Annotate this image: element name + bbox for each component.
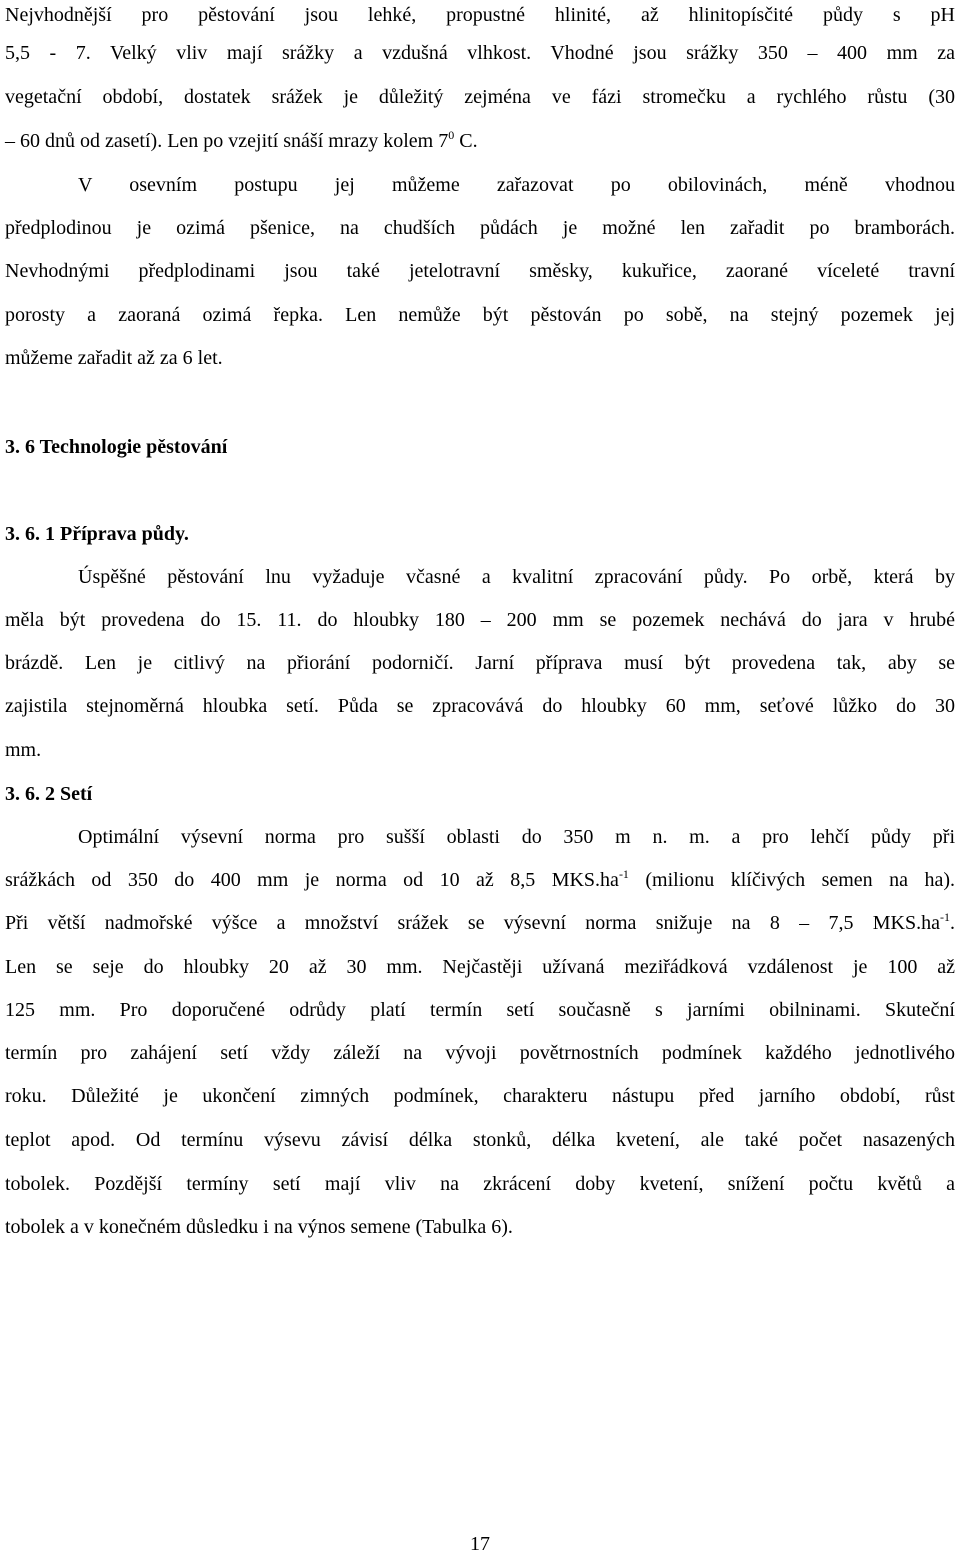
text-run: . — [950, 912, 955, 934]
paragraph-line: Nevhodnými předplodinami jsou také jetelotravní směsky, kukuřice, zaorané víceleté travní — [5, 260, 955, 282]
paragraph-line: vegetační období, dostatek srážek je důležitý zejména ve fázi stromečku a rychlého růstu (30 — [5, 86, 955, 108]
paragraph-line: mm. — [5, 739, 42, 761]
paragraph-line — [5, 910, 955, 936]
page-number: 17 — [470, 1533, 490, 1555]
section-heading: 3. 6 Technologie pěstování — [5, 436, 228, 458]
paragraph-line: tobolek. Pozdější termíny setí mají vliv na zkrácení doby kvetení, snížení počtu květů a — [5, 1173, 955, 1195]
paragraph-line: Optimální výsevní norma pro sušší oblasti do 350 m n. m. a pro lehčí půdy při — [78, 826, 955, 848]
text-run: C. — [454, 130, 478, 152]
paragraph-line: roku. Důležité je ukončení zimných podmínek, charakteru nástupu před jarního období, růst — [5, 1085, 955, 1107]
paragraph-line: 5,5 - 7. Velký vliv mají srážky a vzdušná vlhkost. Vhodné jsou srážky 350 – 400 mm za — [5, 42, 955, 64]
paragraph-line: porosty a zaoraná ozimá řepka. Len nemůže být pěstován po sobě, na stejný pozemek jej — [5, 304, 955, 326]
subsection-heading: 3. 6. 2 Setí — [5, 783, 93, 805]
subsection-heading: 3. 6. 1 Příprava půdy. — [5, 523, 189, 545]
paragraph-line: zajistila stejnoměrná hloubka setí. Půda se zpracovává do hloubky 60 mm, seťové lůžko do 30 — [5, 695, 955, 717]
paragraph-line: teplot apod. Od termínu výsevu závisí délka stonků, délka kvetení, ale také počet nasazených — [5, 1129, 955, 1151]
paragraph-line: Len se seje do hloubky 20 až 30 mm. Nejčastěji užívaná meziřádková vzdálenost je 100 až — [5, 956, 955, 978]
paragraph-line: V osevním postupu jej můžeme zařazovat po obilovinách, méně vhodnou — [78, 174, 955, 196]
paragraph-line: Úspěšné pěstování lnu vyžaduje včasné a kvalitní zpracování půdy. Po orbě, která by — [78, 566, 955, 588]
superscript: -1 — [940, 910, 950, 924]
superscript: 0 — [448, 128, 455, 142]
paragraph-line: předplodinou je ozimá pšenice, na chudších půdách je možné len zařadit po bramborách. — [5, 217, 955, 239]
paragraph-line: měla být provedena do 15. 11. do hloubky 180 – 200 mm se pozemek nechává do jara v hrubé — [5, 609, 955, 631]
paragraph-line: termín pro zahájení setí vždy záleží na vývoji povětrnostních podmínek každého jednotlivého — [5, 1042, 955, 1064]
text-run: – 60 dnů od zasetí). Len po vzejití snáší mrazy kolem 7 — [5, 130, 449, 152]
paragraph-line: 125 mm. Pro doporučené odrůdy platí termín setí současně s jarními obilninami. Skuteční — [5, 999, 955, 1021]
paragraph-line: Nejvhodnější pro pěstování jsou lehké, propustné hlinité, až hlinitopísčité půdy s pH — [5, 4, 955, 26]
paragraph-line — [5, 867, 955, 893]
text-run: Při větší nadmořské výšce a množství srážek se výsevní norma snižuje na 8 – 7,5 MKS.ha — [5, 912, 940, 934]
paragraph-line: můžeme zařadit až za 6 let. — [5, 347, 223, 369]
superscript: -1 — [618, 867, 629, 881]
text-run: (milionu klíčivých semen na ha). — [628, 869, 955, 891]
paragraph-line: brázdě. Len je citlivý na přiorání podorničí. Jarní příprava musí být provedena tak, aby se — [5, 652, 955, 674]
paragraph-line: tobolek a v konečném důsledku i na výnos semene (Tabulka 6). — [5, 1216, 513, 1238]
paragraph-line — [5, 128, 955, 154]
text-run: srážkách od 350 do 400 mm je norma od 10 až 8,5 MKS.ha — [5, 869, 619, 891]
